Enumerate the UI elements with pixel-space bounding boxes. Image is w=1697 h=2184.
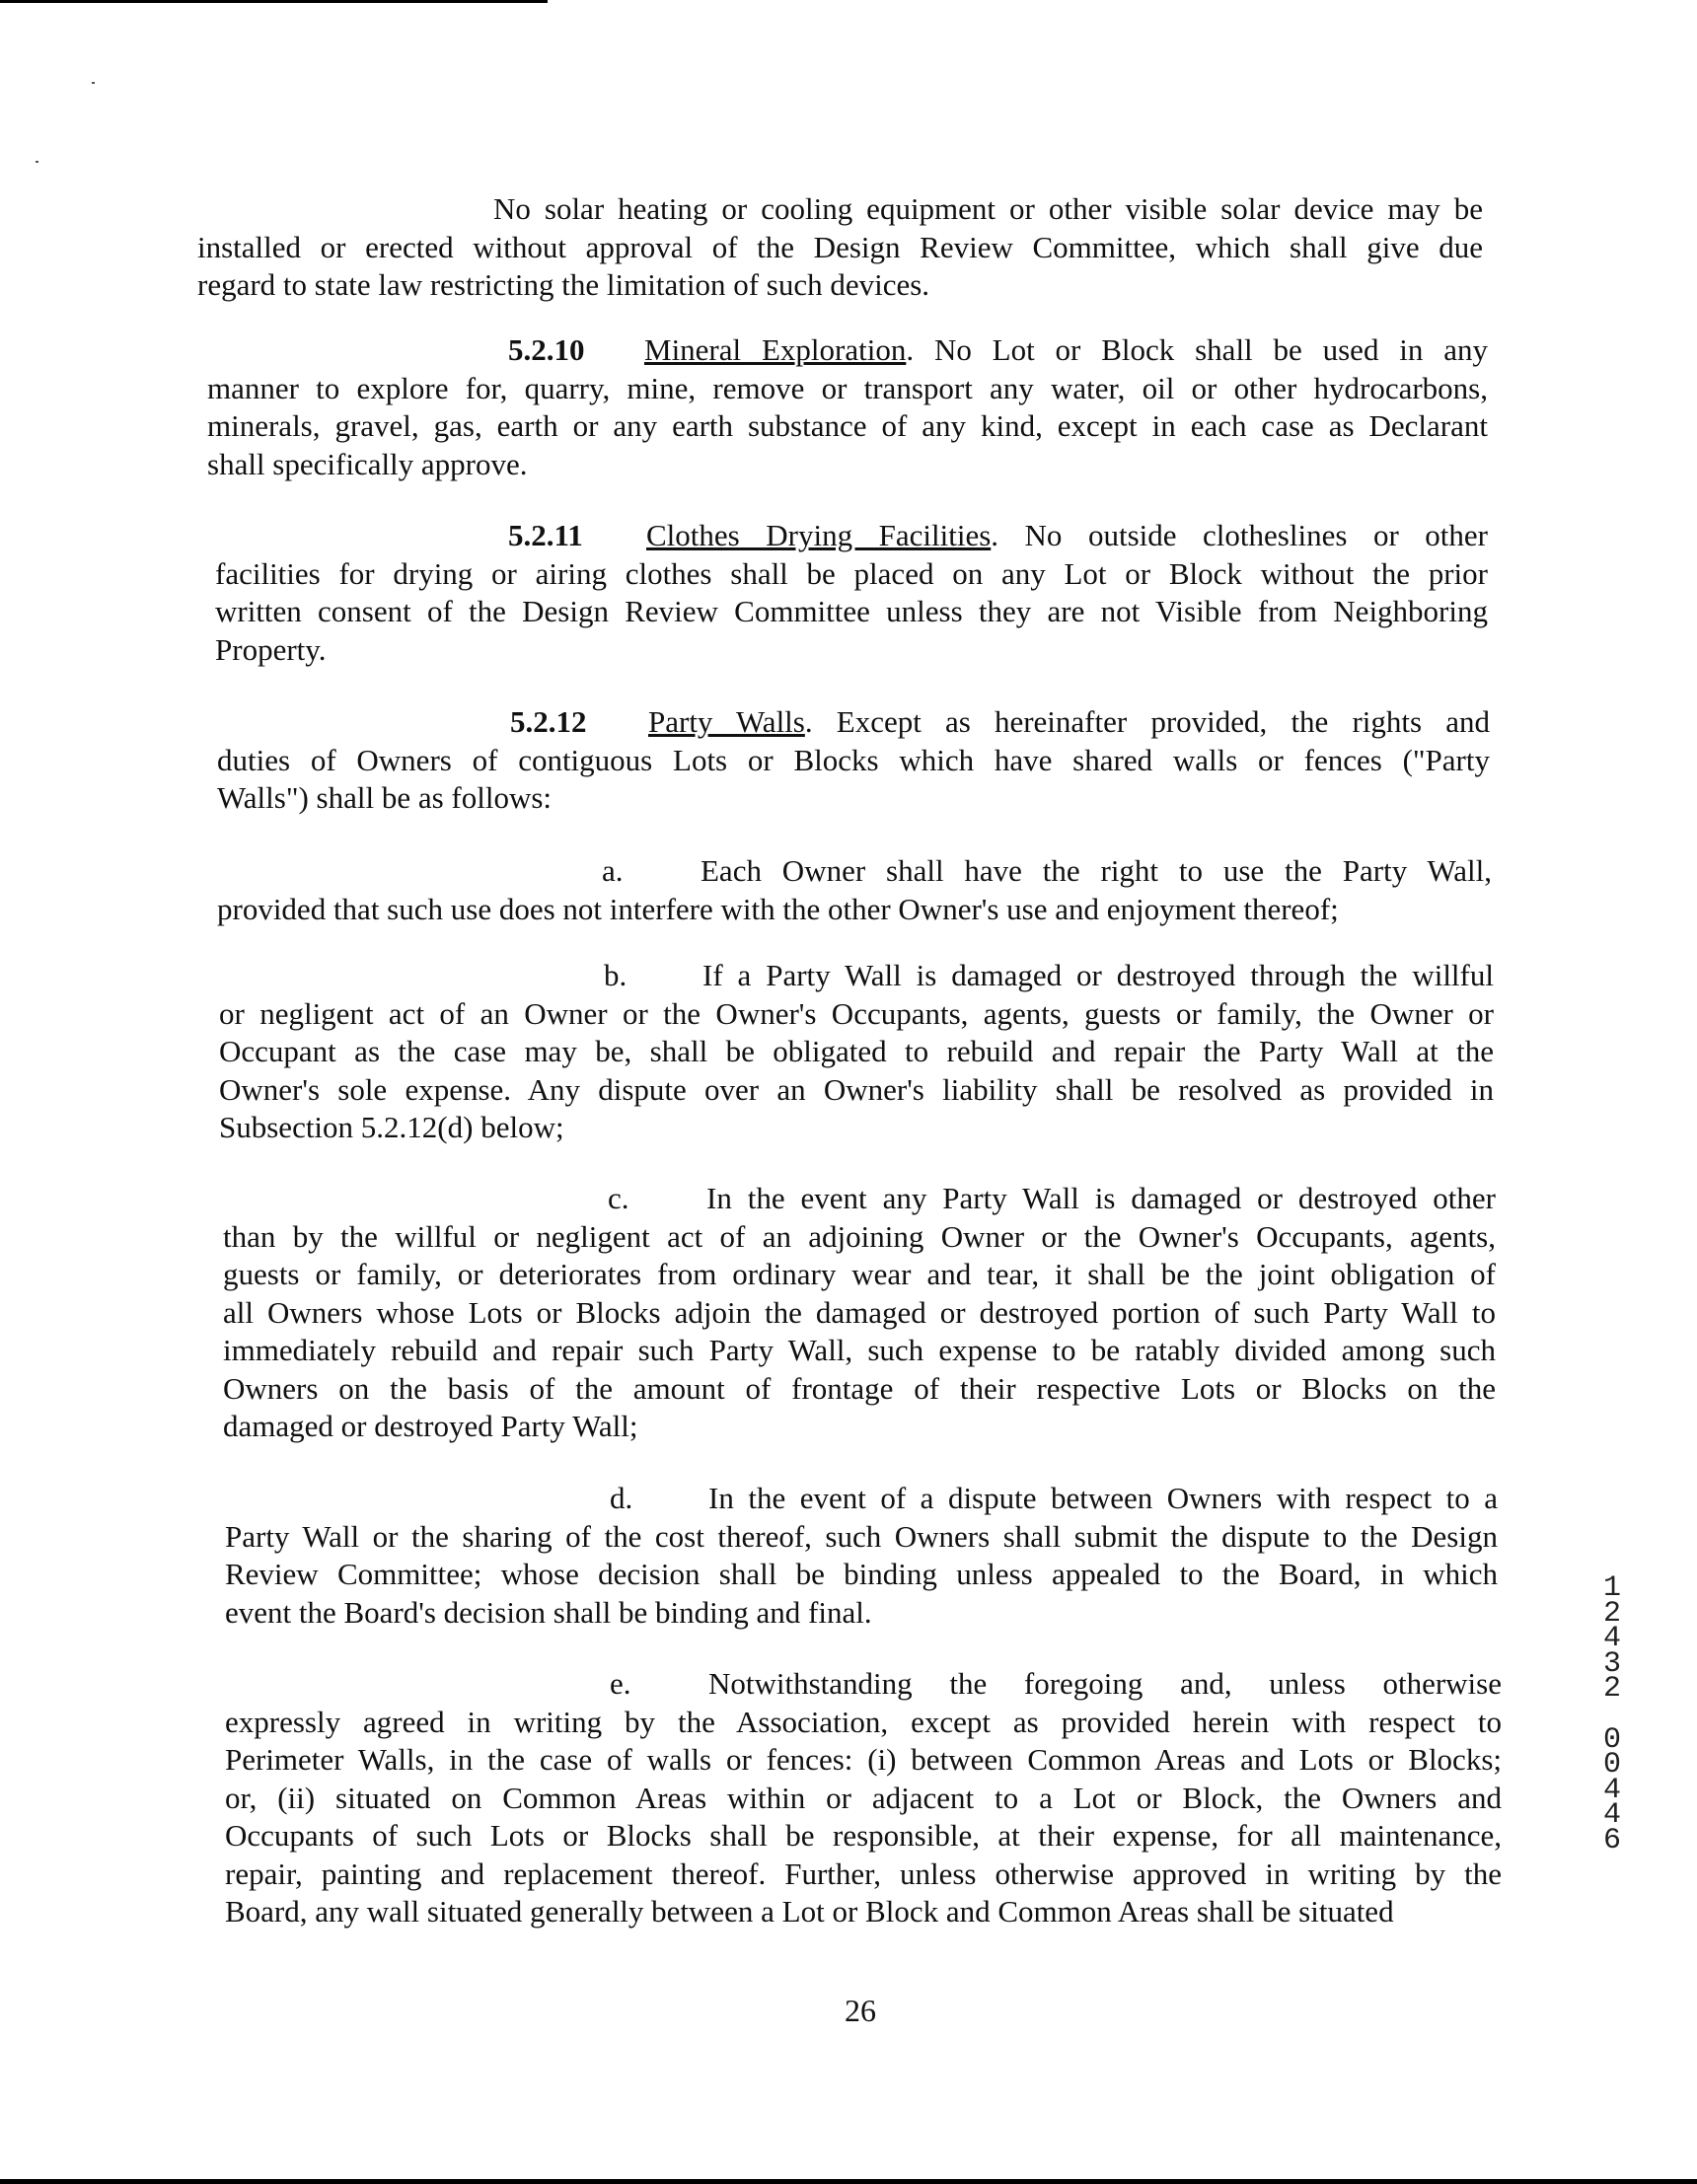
- text-line: than by the willful or negligent act of an adjoining Owner or the Owner's Occupants, agents,: [223, 1218, 1496, 1254]
- text-line: manner to explore for, quarry, mine, remove or transport any water, oil or other hydrocarbons,: [207, 370, 1488, 405]
- page-number: 26: [845, 1993, 876, 2028]
- scan-edge-top: [0, 0, 548, 3]
- text-line: Occupants of such Lots or Blocks shall be responsible, at their expense, for all maintenance,: [225, 1818, 1502, 1853]
- code-digit: 0: [1602, 1748, 1621, 1782]
- subsection-text: In the event of a dispute between Owners with respect to a: [708, 1481, 1498, 1515]
- section-number: 5.2.10: [508, 332, 585, 367]
- code-digit: 2: [1602, 1672, 1621, 1706]
- text-line: Occupant as the case may be, shall be obligated to rebuild and repair the Party Wall at the: [219, 1034, 1494, 1068]
- text-line: damaged or destroyed Party Wall;: [223, 1409, 638, 1443]
- text-line: Review Committee; whose decision shall be binding unless appealed to the Board, in which: [225, 1557, 1498, 1591]
- section-text: . Except as hereinafter provided, the rights and: [804, 704, 1491, 739]
- subsection-first-line: [223, 1180, 1496, 1218]
- text-line: event the Board's decision shall be binding and final.: [225, 1594, 872, 1630]
- subsection-letter: d.: [610, 1481, 633, 1515]
- text-line: written consent of the Design Review Committee unless they are not Visible from Neighboring: [215, 594, 1488, 628]
- text-line: Walls") shall be as follows:: [217, 780, 553, 815]
- text-line: facilities for drying or airing clothes shall be placed on any Lot or Block without the prior: [215, 555, 1488, 591]
- subsection-a: [217, 852, 1492, 928]
- subsection-b: [219, 957, 1494, 1147]
- subsection-letter: e.: [610, 1666, 631, 1701]
- text-line: Subsection 5.2.12(d) below;: [219, 1110, 564, 1144]
- text-line: Party Wall or the sharing of the cost thereof, such Owners shall submit the dispute to the Design: [225, 1518, 1498, 1554]
- text-line: regard to state law restricting the limitation of such devices.: [197, 267, 930, 302]
- text-line: No solar heating or cooling equipment or other visible solar device may be: [493, 191, 1483, 226]
- subsection-text: If a Party Wall is damaged or destroyed through the willful: [702, 958, 1494, 992]
- section-5-2-12: [217, 703, 1490, 818]
- text-line: Owners on the basis of the amount of frontage of their respective Lots or Blocks on the: [223, 1370, 1496, 1406]
- text-line: guests or family, or deteriorates from ordinary wear and tear, it shall be the joint obligation of: [223, 1257, 1496, 1291]
- text-line: duties of Owners of contiguous Lots or Blocks which have shared walls or fences ("Party: [217, 742, 1490, 777]
- section-number: 5.2.12: [510, 704, 587, 739]
- code-digit: 0: [1602, 1722, 1621, 1757]
- subsection-text: Each Owner shall have the right to use the Party Wall,: [701, 853, 1492, 888]
- code-digit: 4: [1602, 1773, 1621, 1807]
- section-5-2-11: [215, 517, 1488, 669]
- section-heading: Mineral Exploration: [644, 332, 907, 367]
- text-line: immediately rebuild and repair such Party Wall, such expense to be ratably divided among such: [223, 1333, 1496, 1367]
- text-line: Property.: [215, 631, 327, 667]
- subsection-d: [225, 1480, 1498, 1632]
- text-line: all Owners whose Lots or Blocks adjoin the damaged or destroyed portion of such Party Wall to: [223, 1294, 1496, 1330]
- code-digit: 4: [1602, 1798, 1621, 1832]
- text-line: or negligent act of an Owner or the Owner's Occupants, agents, guests or family, the Owner or: [219, 995, 1494, 1031]
- subsection-first-line: [225, 1665, 1502, 1704]
- subsection-letter: b.: [604, 958, 627, 992]
- text-line: Perimeter Walls, in the case of walls or fences: (i) between Common Areas and Lots or Blocks;: [225, 1742, 1502, 1777]
- subsection-letter: c.: [608, 1181, 629, 1215]
- code-digit: 3: [1602, 1646, 1621, 1681]
- subsection-text: In the event any Party Wall is damaged or destroyed other: [706, 1181, 1496, 1215]
- scan-edge-bottom: [0, 2179, 1697, 2184]
- subsection-first-line: [219, 957, 1494, 995]
- section-number: 5.2.11: [508, 518, 583, 552]
- paragraph-solar: [197, 190, 1483, 305]
- text-line: minerals, gravel, gas, earth or any earth substance of any kind, except in each case as Declarant: [207, 408, 1488, 443]
- section-first-line: [215, 517, 1488, 555]
- scan-speck: [36, 161, 38, 163]
- subsection-e: [225, 1665, 1502, 1931]
- section-heading: Clothes Drying Facilities: [646, 518, 992, 552]
- text-line: Owner's sole expense. Any dispute over an Owner's liability shall be resolved as provided in: [219, 1071, 1494, 1107]
- text-line: repair, painting and replacement thereof. Further, unless otherwise approved in writing by the: [225, 1856, 1502, 1891]
- text-line: shall specifically approve.: [207, 446, 528, 481]
- code-digit: 1: [1602, 1571, 1621, 1605]
- section-5-2-10: [207, 331, 1488, 483]
- code-digit: 2: [1602, 1596, 1621, 1631]
- text-line: Board, any wall situated generally between a Lot or Block and Common Areas shall be situated: [225, 1894, 1394, 1929]
- section-first-line: [207, 331, 1488, 370]
- text-line: installed or erected without approval of the Design Review Committee, which shall give due: [197, 229, 1483, 264]
- section-heading: Party Walls: [648, 704, 805, 739]
- text-line: or, (ii) situated on Common Areas within or adjacent to a Lot or Block, the Owners and: [225, 1780, 1502, 1815]
- scan-speck: [92, 82, 95, 84]
- subsection-c: [223, 1180, 1496, 1446]
- subsection-letter: a.: [602, 853, 624, 888]
- code-digit: 6: [1602, 1823, 1621, 1857]
- section-first-line: [217, 703, 1490, 742]
- section-text: . No outside clotheslines or other: [991, 518, 1488, 552]
- section-text: . No Lot or Block shall be used in any: [906, 332, 1488, 367]
- text-line: provided that such use does not interfere with the other Owner's use and enjoyment thereof;: [217, 891, 1339, 926]
- subsection-text: Notwithstanding the foregoing and, unless otherwise: [708, 1666, 1502, 1701]
- subsection-first-line: [225, 1480, 1498, 1518]
- text-line: expressly agreed in writing by the Association, except as provided herein with respect to: [225, 1704, 1502, 1739]
- code-digit: 4: [1602, 1622, 1621, 1655]
- subsection-first-line: [217, 852, 1492, 891]
- margin-document-code: [1592, 1571, 1632, 1857]
